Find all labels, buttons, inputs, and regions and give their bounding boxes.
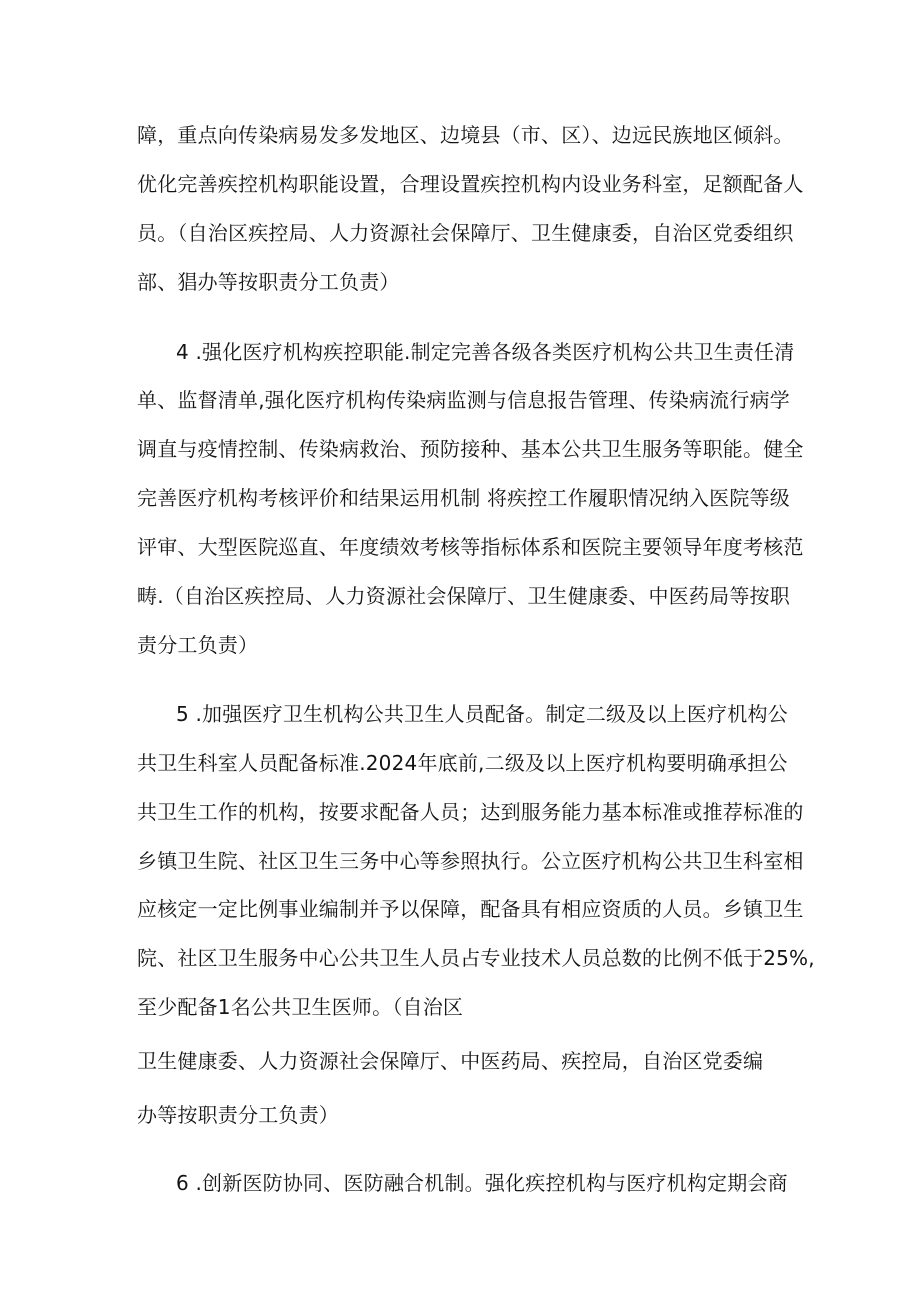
text-line: 评审、大型医院巡直、年度绩效考核等指标体系和医院主要领导年度考核范 xyxy=(137,535,804,559)
text-line: 院、社区卫生服务中心公共卫生人员占专业技术人员总数的比例不低于25%, xyxy=(137,946,815,970)
text-line: 至少配备1名公共卫生医师。（自治区 xyxy=(137,995,464,1019)
text-line: 单、监督清单,强化医疗机构传染病监测与信息报告管理、传染病流行病学 xyxy=(137,388,790,412)
text-line: 责分工负责） xyxy=(137,633,259,657)
text-line: 卫生健康委、人力资源社会保障厅、中医药局、疾控局，自治区党委编 xyxy=(137,1049,764,1073)
text-line: 调直与疫情控制、传染病救治、预防接种、基本公共卫生服务等职能。健全 xyxy=(137,437,804,461)
text-line: 畴.（自治区疾控局、人力资源社会保障厅、卫生健康委、中医药局等按职 xyxy=(137,584,790,608)
text-line: 乡镇卫生院、社区卫生三务中心等参照执行。公立医疗机构公共卫生科室相 xyxy=(137,849,804,873)
text-line: 应核定一定比例事业编制并予以保障，配备具有相应资质的人员。乡镇卫生 xyxy=(137,897,804,921)
text-line: 完善医疗机构考核评价和结果运用机制 将疾控工作履职情况纳入医院等级 xyxy=(137,486,790,510)
text-line: 障，重点向传染病易发多发地区、边境县（市、区）、边远民族地区倾斜。 xyxy=(137,123,794,147)
text-line: 优化完善疾控机构职能设置，合理设置疾控机构内设业务科室，足额配备人 xyxy=(137,172,804,196)
numbered-paragraph-6-heading: 6 .创新医防协同、医防融合机制。强化疾控机构与医疗机构定期会商 xyxy=(176,1171,788,1195)
text-line: 办等按职责分工负责） xyxy=(137,1103,339,1127)
text-line: 共卫生工作的机构，按要求配备人员；达到服务能力基本标准或推荐标准的 xyxy=(137,800,804,824)
numbered-paragraph-4-heading: 4 .强化医疗机构疾控职能.制定完善各级各类医疗机构公共卫生责任清 xyxy=(176,340,795,364)
text-line: 员。（自治区疾控局、人力资源社会保障厅、卫生健康委，自治区党委组织 xyxy=(137,221,794,245)
numbered-paragraph-5-heading: 5 .加强医疗卫生机构公共卫生人员配备。制定二级及以上医疗机构公 xyxy=(176,702,788,726)
text-line: 共卫生科室人员配备标准.2024年底前,二级及以上医疗机构要明确承担公 xyxy=(137,751,788,775)
text-line: 部、猖办等按职责分工负责） xyxy=(137,270,400,294)
